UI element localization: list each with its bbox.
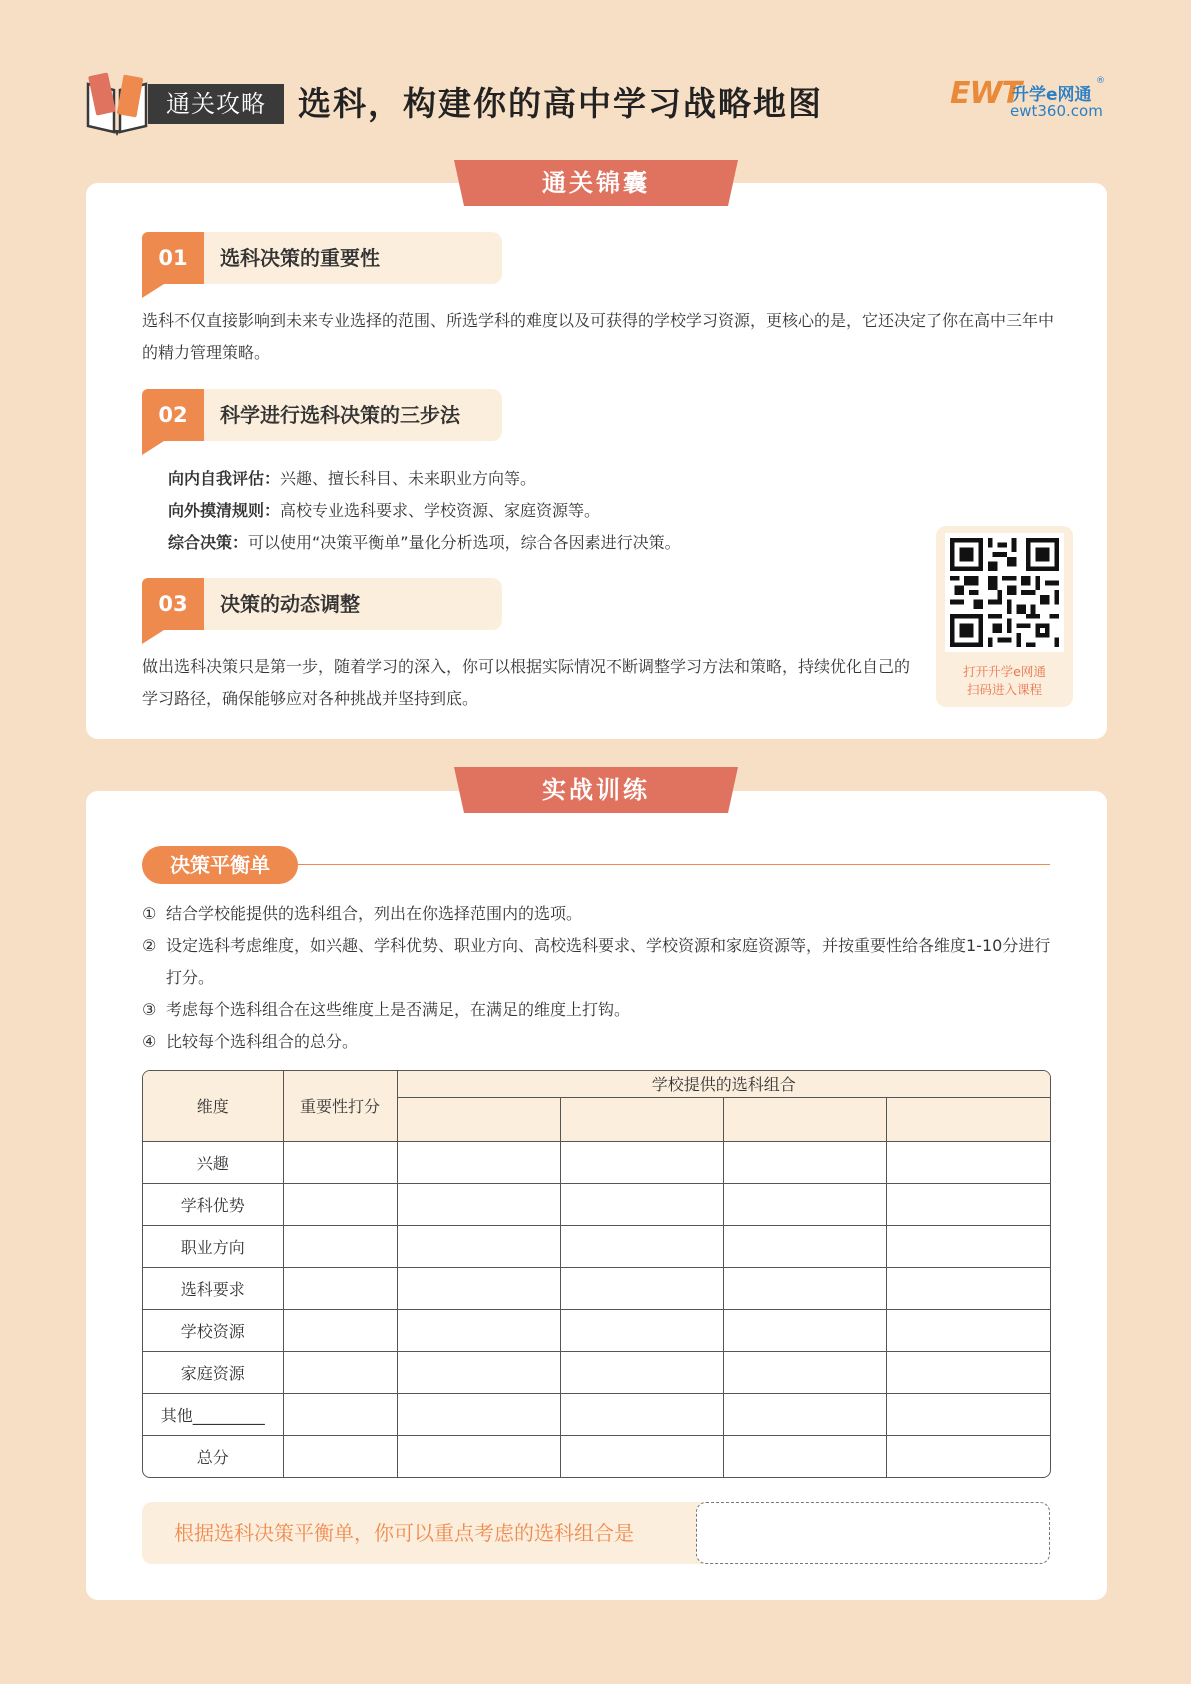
tips-banner: [454, 160, 738, 206]
table-row: [143, 1225, 1050, 1267]
check-cell[interactable]: [397, 1309, 560, 1351]
check-cell[interactable]: [886, 1309, 1050, 1351]
combination-cell[interactable]: [886, 1097, 1050, 1141]
dynamic-adjustment-paragraph: 做出选科决策只是第一步，随着学习的深入，你可以根据实际情况不断调整学习方法和策略，持续优化自己的学习路径，确保能够应对各种挑战并坚持到底。: [142, 657, 911, 708]
section-number: 03: [142, 578, 204, 630]
check-cell[interactable]: [560, 1183, 723, 1225]
bullet-label: 向外摸清规则：: [168, 501, 281, 520]
check-cell[interactable]: [723, 1141, 886, 1183]
qr-caption-line-1: 打开升学e网通: [963, 664, 1046, 679]
check-cell[interactable]: [723, 1267, 886, 1309]
header-weight: 重要性打分: [283, 1071, 397, 1141]
bullet-text: 可以使用“决策平衡单”量化分析选项，综合各因素进行决策。: [248, 533, 681, 552]
section-heading-02: [142, 389, 502, 441]
table-row: [143, 1351, 1050, 1393]
check-cell[interactable]: [560, 1351, 723, 1393]
qr-caption-line-2: 扫码进入课程: [966, 682, 1042, 697]
check-cell[interactable]: [886, 1267, 1050, 1309]
book-icon: [84, 70, 150, 136]
check-cell[interactable]: [560, 1225, 723, 1267]
check-cell[interactable]: [723, 1393, 886, 1435]
qr-code-icon: [945, 533, 1064, 652]
combination-cell[interactable]: [397, 1097, 560, 1141]
table-row: [143, 1309, 1050, 1351]
check-cell[interactable]: [886, 1183, 1050, 1225]
section-heading-01: [142, 232, 502, 284]
score-cell[interactable]: [283, 1141, 397, 1183]
check-cell[interactable]: [723, 1435, 886, 1477]
check-cell[interactable]: [560, 1267, 723, 1309]
logo-brand: EWT: [950, 76, 1022, 111]
check-cell[interactable]: [723, 1225, 886, 1267]
score-cell[interactable]: [283, 1435, 397, 1477]
row-label: 学校资源: [143, 1309, 283, 1351]
ewt-logo: [946, 74, 1106, 128]
logo-cn: 升学e网通: [1012, 85, 1092, 105]
row-label: 总分: [143, 1435, 283, 1477]
score-cell[interactable]: [283, 1267, 397, 1309]
check-cell[interactable]: [397, 1435, 560, 1477]
practice-banner: [454, 767, 738, 813]
check-cell[interactable]: [397, 1141, 560, 1183]
row-label: 家庭资源: [143, 1351, 283, 1393]
header-combination: 学校提供的选科组合: [397, 1071, 1050, 1097]
table-row: [143, 1141, 1050, 1183]
check-cell[interactable]: [560, 1435, 723, 1477]
score-cell[interactable]: [283, 1183, 397, 1225]
check-cell[interactable]: [397, 1267, 560, 1309]
section-heading-label: 选科决策的重要性: [220, 246, 380, 270]
check-cell[interactable]: [560, 1309, 723, 1351]
check-cell[interactable]: [723, 1183, 886, 1225]
section-tag: 通关攻略: [148, 84, 284, 124]
row-label: 职业方向: [143, 1225, 283, 1267]
answer-prompt: 根据选科决策平衡单，你可以重点考虑的选科组合是: [174, 1521, 634, 1545]
check-cell[interactable]: [886, 1393, 1050, 1435]
row-label: 其他_________: [143, 1393, 283, 1435]
bullet-label: 向内自我评估：: [168, 469, 281, 488]
bullet-text: 高校专业选科要求、学校资源、家庭资源等。: [280, 501, 601, 520]
instruction-item: [142, 1026, 1054, 1058]
check-cell[interactable]: [723, 1351, 886, 1393]
step-text: 考虑每个选科组合在这些维度上是否满足，在满足的维度上打钩。: [166, 1000, 631, 1019]
instruction-item: [142, 898, 1054, 930]
bullet-item: [142, 463, 681, 495]
row-label: 选科要求: [143, 1267, 283, 1309]
divider: [298, 864, 1050, 865]
header-dimension: 维度: [143, 1071, 283, 1141]
bullet-text: 兴趣、擅长科目、未来职业方向等。: [280, 469, 537, 488]
score-cell[interactable]: [283, 1309, 397, 1351]
check-cell[interactable]: [886, 1351, 1050, 1393]
instruction-item: [142, 994, 1054, 1026]
bullet-item: [142, 495, 681, 527]
table-row: [143, 1183, 1050, 1225]
check-cell[interactable]: [723, 1309, 886, 1351]
check-cell[interactable]: [886, 1141, 1050, 1183]
section-heading-03: [142, 578, 502, 630]
check-cell[interactable]: [397, 1393, 560, 1435]
answer-strip: [142, 1502, 1050, 1564]
step-text: 设定选科考虑维度，如兴趣、学科优势、职业方向、高校选科要求、学校资源和家庭资源等，并按重要性给各维度1-10分进行打分。: [166, 936, 1051, 987]
table-row: [143, 1435, 1050, 1477]
step-number: ②: [142, 936, 157, 955]
score-cell[interactable]: [283, 1393, 397, 1435]
balance-sheet-pill: 决策平衡单: [142, 846, 298, 884]
practice-banner-label: 实战训练: [542, 776, 650, 804]
instruction-list: [142, 898, 1054, 1058]
combination-cell[interactable]: [560, 1097, 723, 1141]
logo-reg: ®: [1096, 76, 1105, 86]
check-cell[interactable]: [560, 1393, 723, 1435]
step-number: ①: [142, 904, 157, 923]
combination-cell[interactable]: [723, 1097, 886, 1141]
section-heading-label: 决策的动态调整: [220, 592, 360, 616]
check-cell[interactable]: [397, 1225, 560, 1267]
check-cell[interactable]: [397, 1183, 560, 1225]
importance-paragraph: 选科不仅直接影响到未来专业选择的范围、所选学科的难度以及可获得的学校学习资源，更核心的是，它还决定了你在高中三年中的精力管理策略。: [142, 311, 1055, 362]
tips-banner-label: 通关锦囊: [542, 169, 650, 197]
check-cell[interactable]: [886, 1225, 1050, 1267]
step-text: 比较每个选科组合的总分。: [166, 1032, 359, 1051]
qr-code-card[interactable]: [936, 526, 1073, 707]
table-row: [143, 1393, 1050, 1435]
bullet-label: 综合决策：: [168, 533, 249, 552]
decision-balance-table: [142, 1070, 1051, 1478]
step-text: 结合学校能提供的选科组合，列出在你选择范围内的选项。: [166, 904, 583, 923]
section-heading-label: 科学进行选科决策的三步法: [220, 403, 460, 427]
table-row: [143, 1267, 1050, 1309]
score-cell[interactable]: [283, 1225, 397, 1267]
logo-url: ewt360.com: [1010, 102, 1103, 120]
step-number: ③: [142, 1000, 157, 1019]
step-number: ④: [142, 1032, 157, 1051]
instruction-item: [142, 930, 1054, 994]
section-number: 02: [142, 389, 204, 441]
row-label: 兴趣: [143, 1141, 283, 1183]
check-cell[interactable]: [886, 1435, 1050, 1477]
answer-input[interactable]: [696, 1502, 1050, 1564]
score-cell[interactable]: [283, 1351, 397, 1393]
steps-bullet-list: [142, 463, 681, 559]
check-cell[interactable]: [397, 1351, 560, 1393]
row-label: 学科优势: [143, 1183, 283, 1225]
check-cell[interactable]: [560, 1141, 723, 1183]
section-number: 01: [142, 232, 204, 284]
bullet-item: [142, 527, 681, 559]
page-title: 选科，构建你的高中学习战略地图: [298, 84, 823, 123]
qr-caption: [936, 663, 1073, 699]
